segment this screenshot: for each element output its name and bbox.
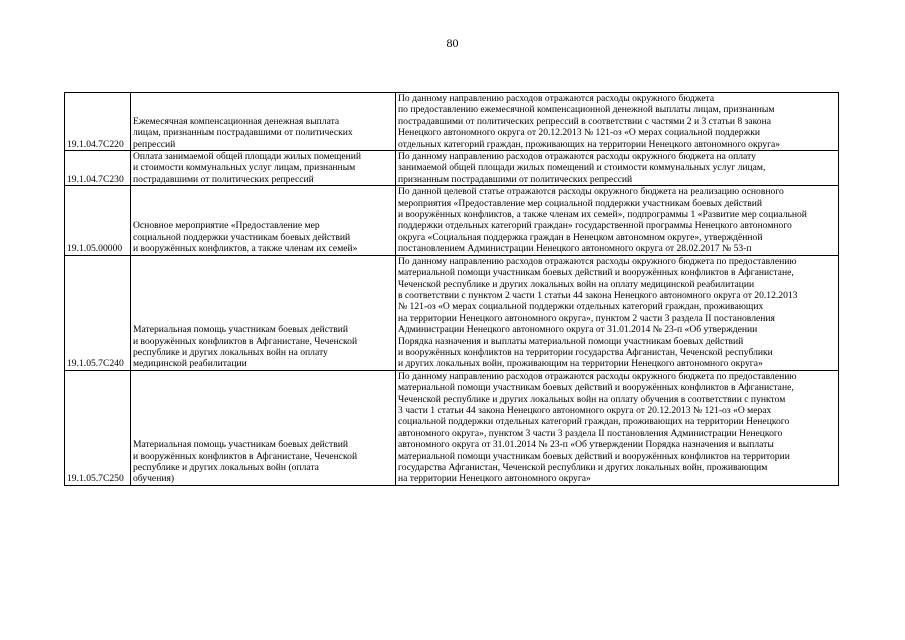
description-line: постановлением Администрации Ненецкого автономного округа от 28.02.2017 № 53-п <box>398 243 752 255</box>
description-line: Администрации Ненецкого автономного округа от 31.01.2014 № 23-п «Об утверждении <box>398 324 758 336</box>
description-line: в соответствии с пунктом 2 части 1 статьи 44 закона Ненецкого автономного округа от 20.12.2013 <box>398 289 798 301</box>
name-cell <box>131 255 396 370</box>
name-line: пострадавшими от политических репрессий <box>133 173 314 185</box>
page-number: 80 <box>446 36 459 50</box>
table-row <box>65 93 839 151</box>
description-cell <box>396 370 839 485</box>
budget-classification-table <box>64 92 839 486</box>
description-line: автономного округа от 31.01.2014 № 23-п «Об утверждении Порядка назначения и выплаты <box>398 439 774 451</box>
description-line: занимаемой общей площади жилых помещений и стоимости коммунальных услуг лицам, <box>398 162 766 174</box>
name-cell <box>131 370 396 485</box>
name-line: и стоимости коммунальных услуг лицам, признанным <box>133 162 356 174</box>
description-line: и вооружённых конфликтов, а также членам их семей», подпрограммы 1 «Развитие мер социальной <box>398 209 807 221</box>
name-line: Оплата занимаемой общей площади жилых помещений <box>133 151 362 163</box>
name-line: Материальная помощь участникам боевых действий <box>133 439 348 451</box>
description-line: Порядка назначения и выплаты материальной помощи участникам боевых действий <box>398 335 744 347</box>
name-line: республике и других локальных войн на оплату <box>133 346 328 358</box>
description-line: государства Афганистан, Чеченской республики и других локальных войн, проживающим <box>398 462 768 473</box>
code-cell: 19.1.04.7С230 <box>65 151 131 186</box>
description-line: автономного округа», пунктом 3 части 3 раздела II постановления Администрации Ненецкого <box>398 427 783 439</box>
name-line: республике и других локальных войн (оплата <box>133 462 319 473</box>
name-line: и вооружённых конфликтов в Афганистане, Чеченской <box>133 450 358 462</box>
name-line: репрессий <box>133 138 176 150</box>
code-cell: 19.1.05.7С250 <box>65 370 131 485</box>
description-cell <box>396 186 839 255</box>
description-line: По данной целевой статье отражаются расходы окружного бюджета на реализацию основного <box>398 186 784 198</box>
description-line: на территории Ненецкого автономного округа», пунктом 2 части 3 раздела II постановления <box>398 312 775 324</box>
name-cell <box>131 151 396 186</box>
table-row <box>65 151 839 186</box>
code-cell: 19.1.05.7С240 <box>65 255 131 370</box>
description-line: социальной поддержки отдельных категорий граждан, проживающих на территории Ненецкого <box>398 416 790 428</box>
name-line: социальной поддержки участникам боевых действий <box>133 231 351 243</box>
description-line: материальной помощи участникам боевых действий и вооружённых конфликтов в Афганистане, <box>398 267 794 279</box>
description-line: пострадавшими от политических репрессий в соответствии с частями 2 и 3 статьи 8 закона <box>398 115 771 127</box>
description-line: По данному направлению расходов отражаются расходы окружного бюджета на оплату <box>398 151 756 163</box>
description-cell <box>396 151 839 186</box>
description-cell <box>396 255 839 370</box>
description-line: и других локальных войн, проживающим на территории Ненецкого автономного округа» <box>398 358 763 370</box>
description-line: мероприятия «Предоставление мер социальной поддержки участникам боевых действий <box>398 197 763 209</box>
description-line: материальной помощи участникам боевых действий и вооружённых конфликтов на территории <box>398 450 790 462</box>
description-cell <box>396 93 839 151</box>
code-cell: 19.1.05.00000 <box>65 186 131 255</box>
description-line: Ненецкого автономного округа от 20.12.2013 № 121-оз «О мерах социальной поддержки <box>398 127 760 139</box>
description-line: признанным пострадавшими от политических репрессий <box>398 173 633 185</box>
name-line: и вооружённых конфликтов в Афганистане, Чеченской <box>133 335 358 347</box>
name-line: и вооружённых конфликтов, а также членам их семей» <box>133 243 358 255</box>
description-line: по предоставлению ежемесячной компенсационной денежной выплаты лицам, признанным <box>398 104 775 116</box>
name-line: Ежемесячная компенсационная денежная выплата <box>133 115 340 127</box>
name-line: медицинской реабилитации <box>133 358 247 370</box>
name-cell <box>131 93 396 151</box>
description-line: на территории Ненецкого автономного округа» <box>398 473 591 485</box>
name-line: обучения) <box>133 473 175 485</box>
description-line: отдельных категорий граждан, проживающих на территории Ненецкого автономного округа» <box>398 138 781 150</box>
table-row <box>65 370 839 485</box>
name-cell <box>131 186 396 255</box>
description-line: округа «Социальная поддержка граждан в Ненецком автономном округе», утверждённой <box>398 231 763 243</box>
description-line: Чеченской республике и других локальных войн на оплату обучения в соответствии с пунктом <box>398 393 786 405</box>
name-line: Основное мероприятие «Предоставление мер <box>133 220 320 232</box>
table-row <box>65 186 839 255</box>
table-row <box>65 255 839 370</box>
name-line: Материальная помощь участникам боевых действий <box>133 324 348 336</box>
description-line: По данному направлению расходов отражаются расходы окружного бюджета <box>398 93 715 104</box>
description-line: По данному направлению расходов отражаются расходы окружного бюджета по предоставлению <box>398 370 797 382</box>
description-line: № 121-оз «О мерах социальной поддержки отдельных категорий граждан, проживающих <box>398 301 764 313</box>
description-line: 3 части 1 статьи 44 закона Ненецкого автономного округа от 20.12.2013 № 121-оз «О мерах <box>398 404 772 416</box>
code-cell: 19.1.04.7С220 <box>65 93 131 151</box>
description-line: По данному направлению расходов отражаются расходы окружного бюджета по предоставлению <box>398 255 797 267</box>
name-line: лицам, признанным пострадавшими от политических <box>133 127 353 139</box>
description-line: материальной помощи участникам боевых действий и вооружённых конфликтов в Афганистане, <box>398 382 794 394</box>
description-line: Чеченской республике и других локальных войн на оплату медицинской реабилитации <box>398 278 755 290</box>
description-line: и вооружённых конфликтов на территории государства Афганистан, Чеченской республики <box>398 346 773 358</box>
description-line: поддержки отдельных категорий граждан» государственной программы Ненецкого автономного <box>398 220 792 232</box>
